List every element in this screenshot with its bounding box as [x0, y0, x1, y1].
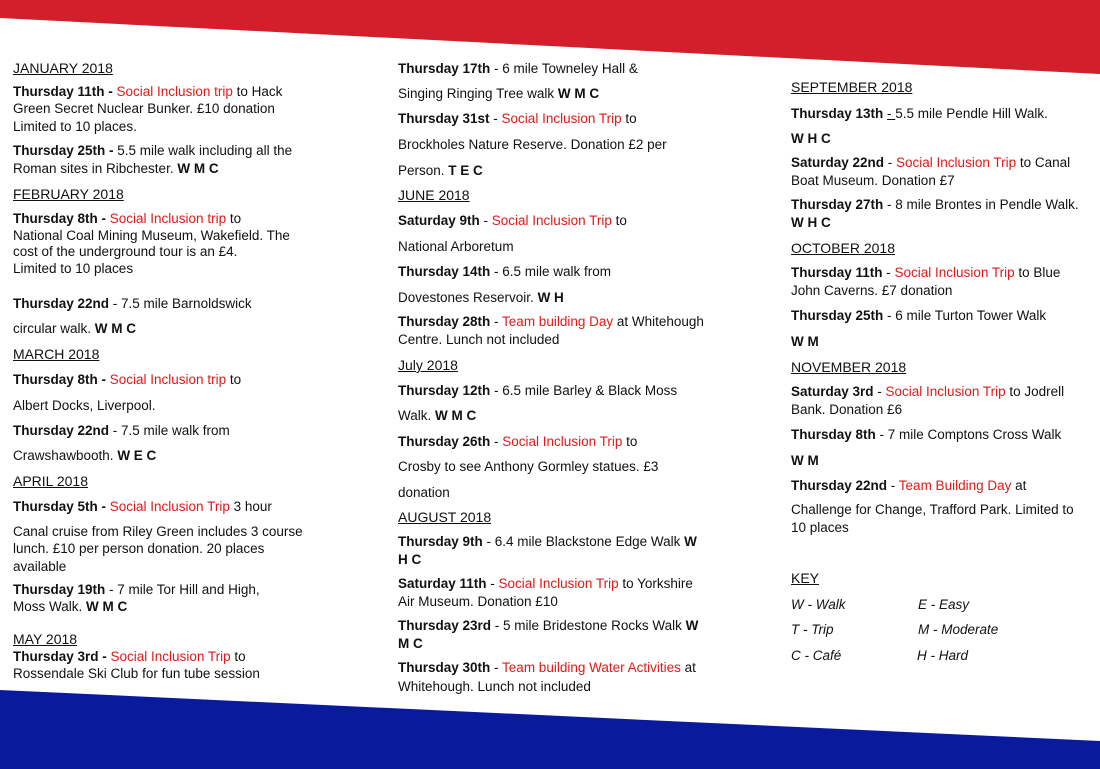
month-heading-january: JANUARY 2018 [13, 60, 113, 76]
event-mar-22: Thursday 22nd - 7.5 mile walk from [13, 423, 230, 438]
event-jun-9: Saturday 9th - Social Inclusion Trip to [398, 213, 627, 228]
event-line: Whitehough. Lunch not included [398, 679, 591, 694]
event-line: Canal cruise from Riley Green includes 3 course [13, 524, 303, 539]
key-cafe: C - Café [791, 648, 842, 663]
event-may-3: Thursday 3rd - Social Inclusion Trip to [13, 649, 246, 664]
event-mar-8: Thursday 8th - Social Inclusion trip to [13, 372, 242, 387]
event-aug-9: Thursday 9th - 6.4 mile Blackstone Edge Walk W [398, 534, 697, 549]
month-heading-september: SEPTEMBER 2018 [791, 79, 913, 95]
event-line: Person. T E C [398, 163, 483, 178]
month-heading-march: MARCH 2018 [13, 346, 100, 362]
event-line: 10 places [791, 520, 849, 535]
event-line: Green Secret Nuclear Bunker. £10 donation [13, 101, 275, 116]
month-heading-august: AUGUST 2018 [398, 509, 492, 525]
event-may-17: Thursday 17th - 6 mile Towneley Hall & [398, 61, 638, 76]
event-line: W H C [791, 215, 831, 230]
event-aug-23: Thursday 23rd - 5 mile Bridestone Rocks Walk W [398, 618, 699, 633]
event-line: Crawshawbooth. W E C [13, 448, 157, 463]
event-oct-11: Thursday 11th - Social Inclusion Trip to Blue [791, 265, 1061, 280]
event-line: Rossendale Ski Club for fun tube session [13, 666, 260, 681]
event-line: Limited to 10 places. [13, 119, 137, 134]
event-line: Challenge for Change, Trafford Park. Limited to [791, 502, 1074, 517]
event-nov-8: Thursday 8th - 7 mile Comptons Cross Walk [791, 427, 1062, 442]
month-heading-october: OCTOBER 2018 [791, 240, 896, 256]
event-line: Brockholes Nature Reserve. Donation £2 per [398, 137, 667, 152]
event-apr-19: Thursday 19th - 7 mile Tor Hill and High, [13, 582, 260, 597]
event-line: M C [398, 636, 423, 651]
event-feb-22: Thursday 22nd - 7.5 mile Barnoldswick [13, 296, 252, 311]
event-line: Roman sites in Ribchester. W M C [13, 161, 219, 176]
event-line: National Coal Mining Museum, Wakefield. The [13, 228, 290, 243]
key-walk: W - Walk [791, 597, 846, 612]
event-aug-30: Thursday 30th - Team building Water Activities at [398, 660, 696, 675]
month-heading-april: APRIL 2018 [13, 473, 88, 489]
month-heading-july: July 2018 [398, 357, 458, 373]
event-line: cost of the underground tour is an £4. [13, 244, 238, 259]
event-apr-5: Thursday 5th - Social Inclusion Trip 3 hour [13, 499, 272, 514]
event-line: donation [398, 485, 450, 500]
event-line: W M [791, 334, 819, 349]
event-line: Limited to 10 places [13, 261, 134, 276]
event-line: W M [791, 453, 819, 468]
event-line: Walk. W M C [398, 408, 477, 423]
event-line: Bank. Donation £6 [791, 402, 903, 417]
event-line: National Arboretum [398, 239, 514, 254]
event-sep-22: Saturday 22nd - Social Inclusion Trip to Canal [791, 155, 1071, 170]
event-line: Moss Walk. W M C [13, 599, 128, 614]
month-heading-june: JUNE 2018 [398, 187, 470, 203]
event-line: circular walk. W M C [13, 321, 137, 336]
month-heading-may: MAY 2018 [13, 631, 78, 647]
event-oct-25: Thursday 25th - 6 mile Turton Tower Walk [791, 308, 1047, 323]
event-jan-25: Thursday 25th - 5.5 mile walk including all the [13, 143, 293, 158]
event-jul-26: Thursday 26th - Social Inclusion Trip to [398, 434, 638, 449]
event-line: Singing Ringing Tree walk W M C [398, 86, 600, 101]
event-nov-3: Saturday 3rd - Social Inclusion Trip to Jodrell [791, 384, 1065, 399]
key-trip: T - Trip [791, 622, 834, 637]
event-jan-11: Thursday 11th - Social Inclusion trip to Hack [13, 84, 283, 99]
event-feb-8: Thursday 8th - Social Inclusion trip to [13, 211, 242, 226]
key-hard: H - Hard [917, 648, 969, 663]
event-may-31: Thursday 31st - Social Inclusion Trip to [398, 111, 637, 126]
event-line: lunch. £10 per person donation. 20 places [13, 541, 265, 556]
key-moderate: M - Moderate [918, 622, 999, 637]
event-line: available [13, 559, 67, 574]
key-easy: E - Easy [918, 597, 970, 612]
event-line: Dovestones Reservoir. W H [398, 290, 564, 305]
event-jun-28: Thursday 28th - Team building Day at Whitehough [398, 314, 704, 329]
event-aug-11: Saturday 11th - Social Inclusion Trip to Yorkshire [398, 576, 693, 591]
event-line: Boat Museum. Donation £7 [791, 173, 955, 188]
event-sep-13: Thursday 13th - 5.5 mile Pendle Hill Walk. [791, 106, 1048, 121]
event-line: W H C [791, 131, 831, 146]
event-nov-22: Thursday 22nd - Team Building Day at [791, 478, 1027, 493]
key-heading: KEY [791, 570, 820, 586]
event-line: H C [398, 552, 422, 567]
event-jul-12: Thursday 12th - 6.5 mile Barley & Black Moss [398, 383, 678, 398]
event-line: Crosby to see Anthony Gormley statues. £3 [398, 459, 659, 474]
event-line: Albert Docks, Liverpool. [13, 398, 156, 413]
event-jun-14: Thursday 14th - 6.5 mile walk from [398, 264, 612, 279]
month-heading-february: FEBRUARY 2018 [13, 186, 124, 202]
event-sep-27: Thursday 27th - 8 mile Brontes in Pendle Walk. [791, 197, 1079, 212]
event-line: Centre. Lunch not included [398, 332, 560, 347]
event-line: Air Museum. Donation £10 [398, 594, 558, 609]
event-line: John Caverns. £7 donation [791, 283, 953, 298]
month-heading-november: NOVEMBER 2018 [791, 359, 907, 375]
